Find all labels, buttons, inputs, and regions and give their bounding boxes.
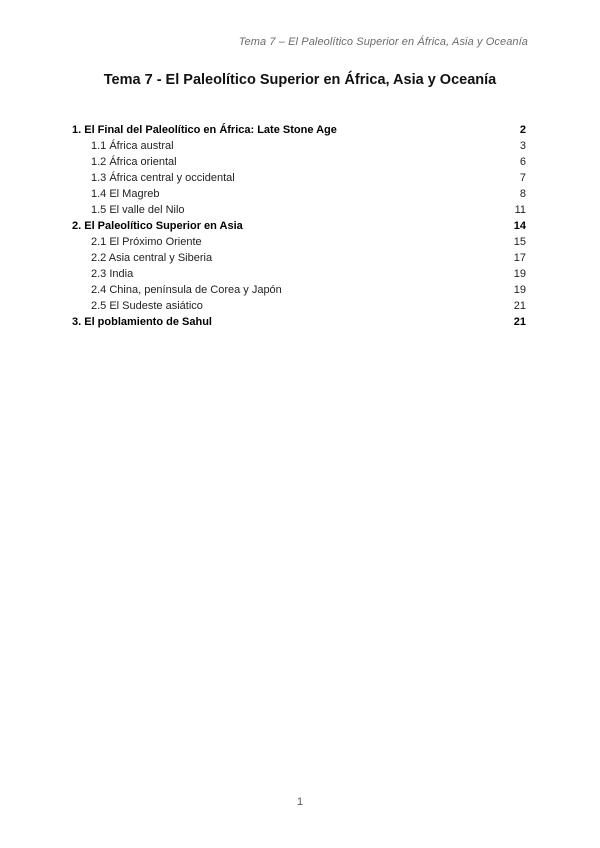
toc-entry-page: 21	[513, 316, 526, 328]
toc-entry-label: 1.1 África austral	[91, 140, 174, 152]
page-title: Tema 7 - El Paleolítico Superior en África, Asia y Oceanía	[103, 72, 497, 88]
toc-entry[interactable]	[72, 298, 526, 314]
toc-entry-page: 19	[513, 284, 526, 296]
toc-entry-label: 1.5 El valle del Nilo	[91, 204, 185, 216]
toc-entry-label: 2.2 Asia central y Siberia	[91, 252, 213, 264]
toc-entry[interactable]	[72, 218, 526, 234]
toc-entry-label: 2.4 China, península de Corea y Japón	[91, 284, 282, 296]
toc-entry-page: 6	[519, 156, 526, 168]
toc-entry-page: 2	[519, 124, 526, 136]
toc-entry-page: 8	[519, 188, 526, 200]
toc-entry-label: 1. El Final del Paleolítico en África: Late Stone Age	[72, 124, 337, 136]
toc-entry[interactable]	[72, 202, 526, 218]
toc-entry-label: 2. El Paleolítico Superior en Asia	[72, 220, 243, 232]
page-number: 1	[296, 796, 304, 808]
toc-entry-label: 1.2 África oriental	[91, 156, 177, 168]
toc-entry-label: 2.3 India	[91, 268, 134, 280]
toc-entry-label: 2.1 El Próximo Oriente	[91, 236, 202, 248]
toc-entry[interactable]	[72, 122, 526, 138]
running-header: Tema 7 – El Paleolítico Superior en África, Asia y Oceanía	[238, 36, 528, 48]
toc-entry-label: 3. El poblamiento de Sahul	[72, 316, 212, 328]
toc-entry[interactable]	[72, 266, 526, 282]
toc-entry-page: 7	[519, 172, 526, 184]
toc-entry[interactable]	[72, 138, 526, 154]
toc-entry[interactable]	[72, 234, 526, 250]
toc-entry-page: 21	[513, 300, 526, 312]
toc-entry[interactable]	[72, 154, 526, 170]
toc-entry-label: 1.3 África central y occidental	[91, 172, 235, 184]
toc-entry-page: 14	[513, 220, 526, 232]
toc-entry-page: 15	[513, 236, 526, 248]
table-of-contents	[72, 122, 526, 330]
toc-entry-label: 1.4 El Magreb	[91, 188, 160, 200]
toc-entry[interactable]	[72, 186, 526, 202]
toc-entry-page: 19	[513, 268, 526, 280]
toc-entry[interactable]	[72, 282, 526, 298]
toc-entry-page: 17	[513, 252, 526, 264]
toc-entry-page: 3	[519, 140, 526, 152]
toc-entry[interactable]	[72, 250, 526, 266]
toc-entry[interactable]	[72, 314, 526, 330]
toc-entry-label: 2.5 El Sudeste asiático	[91, 300, 203, 312]
toc-entry-page: 11	[514, 204, 526, 216]
toc-entry[interactable]	[72, 170, 526, 186]
